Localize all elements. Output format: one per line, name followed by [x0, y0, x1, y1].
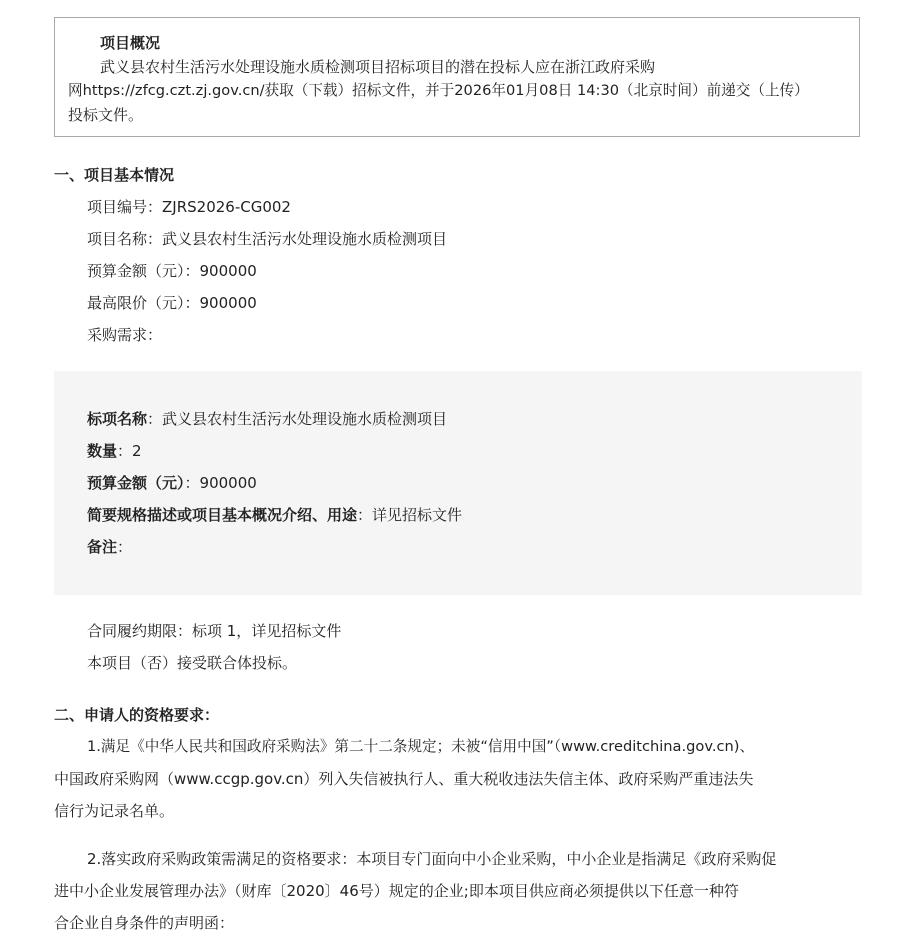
lot-description-label: 简要规格描述或项目基本概况介绍、用途 — [87, 506, 358, 524]
requirement-2-line-3: 合企业自身条件的声明函： — [54, 914, 235, 932]
requirement-2-line-1: 2.落实政府采购政策需满足的资格要求：本项目专门面向中小企业采购，中小企业是指满足《政府采购促 — [87, 850, 777, 868]
lot-budget-value: 900000 — [199, 474, 257, 492]
project-name-row — [87, 227, 447, 251]
lot-description-value: 详见招标文件 — [372, 506, 463, 524]
requirement-1-line-1: 1.满足《中华人民共和国政府采购法》第二十二条规定；未被“信用中国”（www.creditchina.gov.cn)、 — [87, 738, 755, 755]
budget-label: 预算金额（元）： — [87, 262, 200, 280]
lot-quantity-value: 2 — [132, 442, 142, 460]
max-price-row — [87, 291, 257, 315]
overview-title: 项目概况 — [100, 34, 161, 52]
lot-remark-colon: ： — [117, 538, 133, 556]
section-1-heading: 一、项目基本情况 — [54, 166, 175, 184]
project-number-row — [87, 195, 291, 219]
consortium-text: 本项目（否）接受联合体投标。 — [87, 654, 298, 672]
requirement-1-line-3: 信行为记录名单。 — [54, 802, 175, 820]
project-overview-box — [54, 17, 860, 137]
lot-name-label: 标项名称 — [87, 410, 148, 428]
project-number-value: ZJRS2026-CG002 — [162, 198, 291, 216]
lot-details-box — [54, 371, 862, 595]
lot-description-colon: ： — [357, 506, 373, 524]
lot-quantity-label: 数量 — [87, 442, 118, 460]
lot-name-row — [87, 407, 447, 431]
overview-text-line-3: 投标文件。 — [68, 106, 144, 124]
procurement-demand-label: 采购需求： — [87, 326, 163, 344]
lot-budget-colon: ： — [184, 474, 200, 492]
budget-value: 900000 — [199, 262, 257, 280]
lot-remark-label: 备注 — [87, 538, 118, 556]
section-2-heading: 二、申请人的资格要求： — [54, 706, 220, 724]
lot-name-value: 武义县农村生活污水处理设施水质检测项目 — [162, 410, 448, 428]
max-price-label: 最高限价（元）： — [87, 294, 200, 312]
lot-budget-row — [87, 471, 257, 495]
lot-remark-row — [87, 535, 132, 559]
contract-period-text: 合同履约期限：标项 1，详见招标文件 — [87, 622, 342, 640]
budget-row — [87, 259, 257, 283]
requirement-1-line-2: 中国政府采购网（www.ccgp.gov.cn）列入失信被执行人、重大税收违法失信主体、政府采购严重违法失 — [54, 770, 754, 788]
lot-description-row — [87, 503, 462, 527]
lot-quantity-colon: ： — [117, 442, 133, 460]
overview-text-line-2: 网https://zfcg.czt.zj.gov.cn/获取（下载）招标文件，并于2026年01月08日 14:30（北京时间）前递交（上传） — [68, 82, 809, 99]
max-price-value: 900000 — [199, 294, 257, 312]
overview-text-line-1: 武义县农村生活污水处理设施水质检测项目招标项目的潜在投标人应在浙江政府采购 — [100, 58, 656, 76]
lot-quantity-row — [87, 439, 142, 463]
requirement-2-line-2: 进中小企业发展管理办法》（财库〔2020〕46号）规定的企业;即本项目供应商必须提供以下任意一种符 — [54, 882, 739, 900]
lot-name-colon: ： — [147, 410, 163, 428]
project-name-label: 项目名称： — [87, 230, 163, 248]
project-number-label: 项目编号： — [87, 198, 163, 216]
project-name-value: 武义县农村生活污水处理设施水质检测项目 — [162, 230, 448, 248]
lot-budget-label: 预算金额（元） — [87, 474, 185, 492]
